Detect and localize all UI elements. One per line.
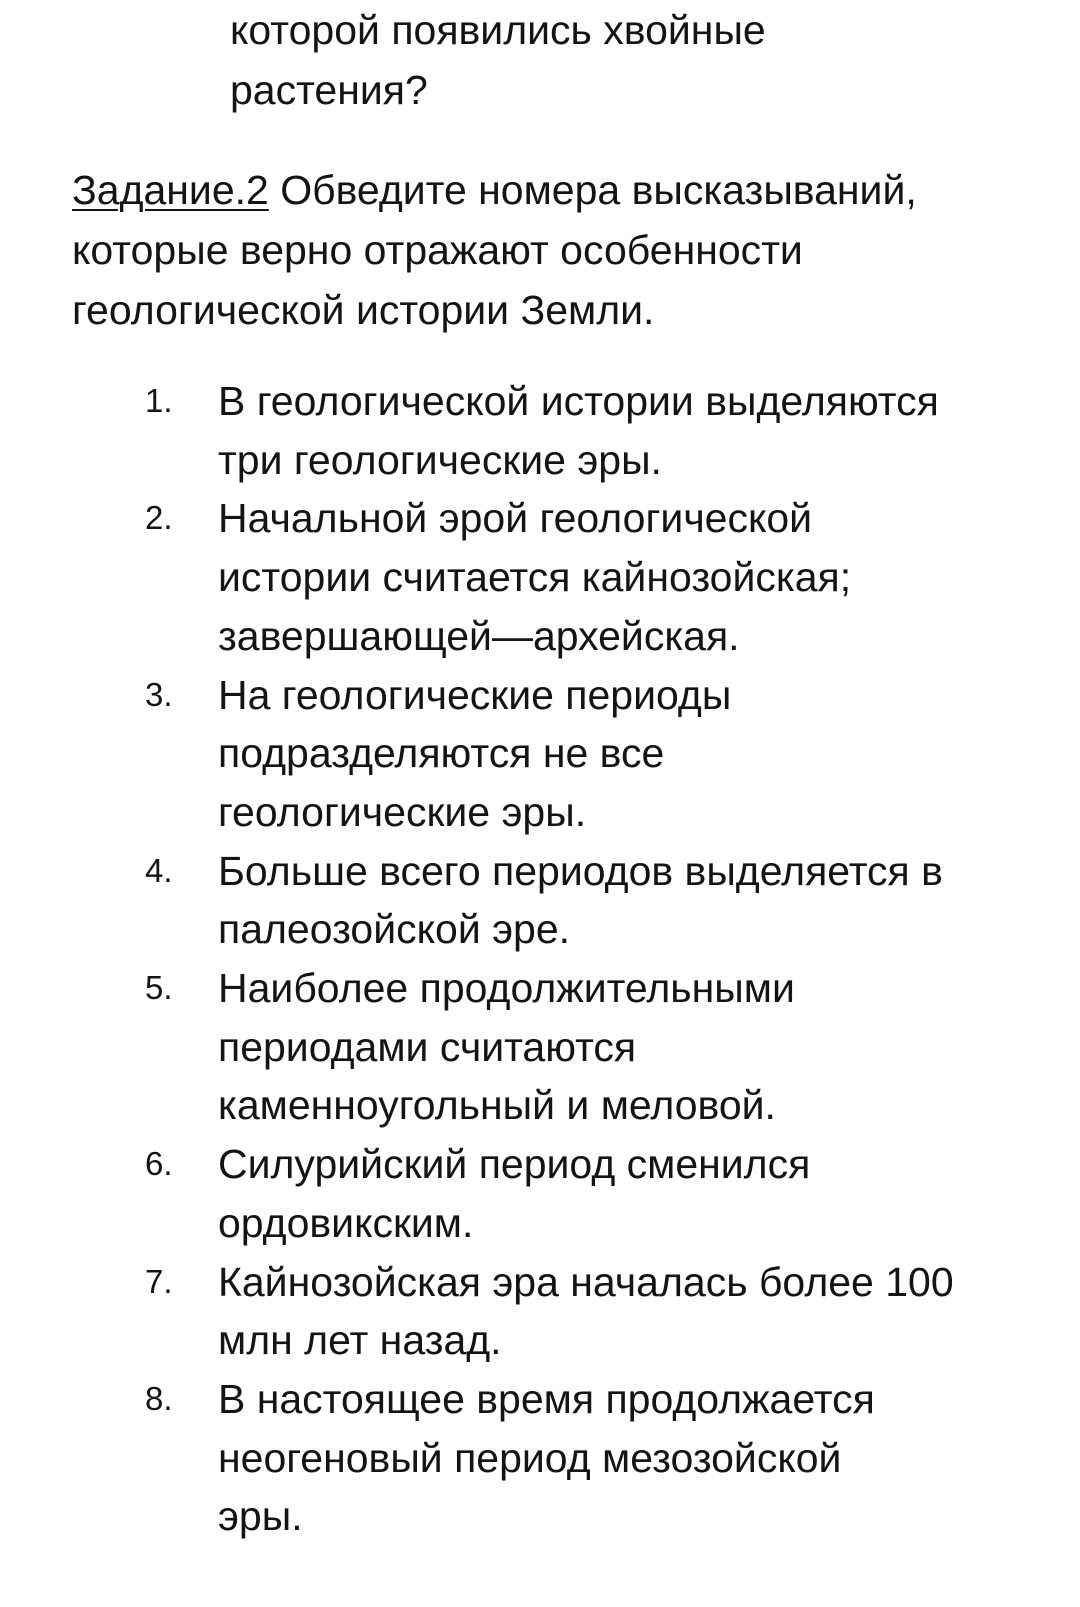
statement-number: 4. <box>145 851 173 889</box>
statement-text <box>218 372 1058 489</box>
text-line: Начальной эрой геологической <box>218 495 813 542</box>
statement-text <box>218 1253 1058 1370</box>
text-line: три геологические эры. <box>218 436 662 483</box>
text-line: В геологической истории выделяются <box>218 378 939 424</box>
statement-number: 8. <box>145 1379 173 1417</box>
statement-text <box>218 959 1058 1135</box>
statement-item <box>0 1370 1080 1546</box>
text-line: Больше всего периодов выделяется в <box>218 847 943 894</box>
task-label: Задание.2 <box>72 167 269 213</box>
statement-item <box>0 666 1080 842</box>
text-line: палеозойской эре. <box>218 906 571 953</box>
statement-number: 5. <box>145 969 173 1007</box>
text-line: завершающей—архейская. <box>218 612 740 659</box>
statements-list <box>0 372 1080 1546</box>
text-line: эры. <box>218 1493 303 1540</box>
text-line: Силурийский период сменился <box>218 1141 811 1188</box>
text-line: Кайнозойская эра началась более 100 <box>218 1258 954 1305</box>
task-text: Обведите номера высказываний, <box>268 167 917 213</box>
task-text: которые верно отражают особенности <box>72 227 803 273</box>
previous-question-continuation <box>230 0 1030 120</box>
statement-item <box>0 1253 1080 1370</box>
statement-number: 3. <box>145 675 173 713</box>
task-text: геологической истории Земли. <box>72 287 655 333</box>
text-line: неогеновый период мезозойской <box>218 1434 842 1481</box>
statement-number: 6. <box>145 1145 173 1183</box>
text-line: На геологические периоды <box>218 671 732 718</box>
statement-item <box>0 1135 1080 1252</box>
task-2-instruction <box>72 160 1032 340</box>
text-line: каменноугольный и меловой. <box>218 1082 776 1129</box>
text-line: В настоящее время продолжается <box>218 1375 875 1422</box>
statement-number: 7. <box>145 1262 173 1300</box>
text-line: периодами считаются <box>218 1023 637 1070</box>
statement-text <box>218 1135 1058 1252</box>
text-line: которой появились хвойные <box>230 7 766 53</box>
statement-text <box>218 1370 1058 1546</box>
statement-number: 2. <box>145 499 173 537</box>
text-line: растения? <box>230 67 428 113</box>
text-line: Наиболее продолжительными <box>218 965 795 1012</box>
statement-text <box>218 666 1058 842</box>
statement-text <box>218 842 1058 959</box>
statement-item <box>0 372 1080 489</box>
text-line: истории считается кайнозойская; <box>218 554 852 601</box>
text-line: ордовикским. <box>218 1199 474 1246</box>
statement-number: 1. <box>145 382 173 419</box>
statement-item <box>0 489 1080 665</box>
text-line: подразделяются не все <box>218 730 665 777</box>
text-line: геологические эры. <box>218 788 587 835</box>
statement-item <box>0 842 1080 959</box>
task-first-line <box>72 160 1032 220</box>
statement-text <box>218 489 1058 665</box>
text-line: млн лет назад. <box>218 1317 502 1364</box>
statement-item <box>0 959 1080 1135</box>
